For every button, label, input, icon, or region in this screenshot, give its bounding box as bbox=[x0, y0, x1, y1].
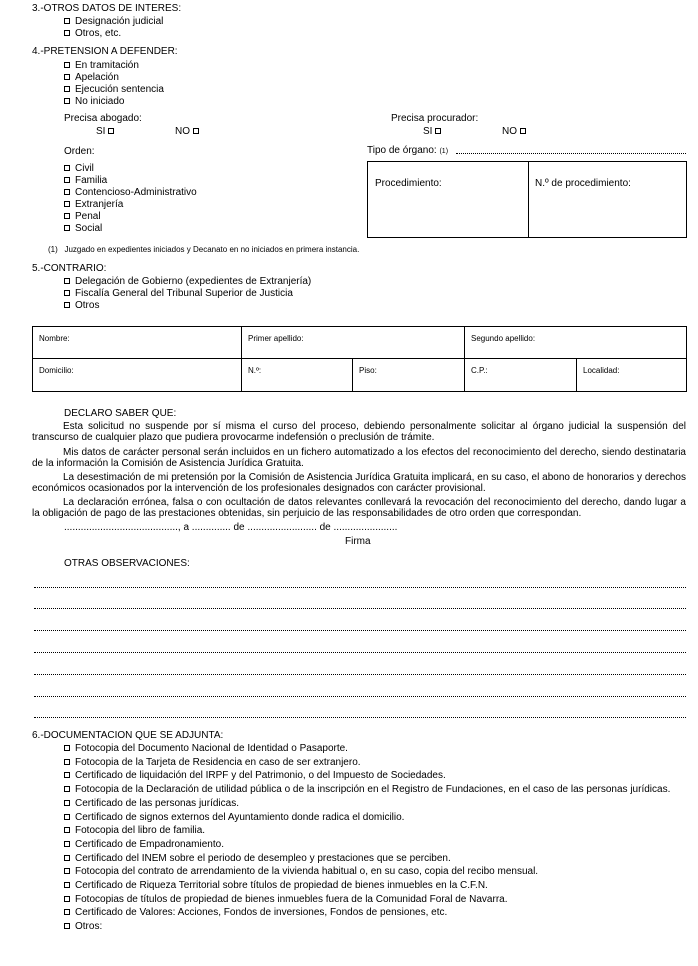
list-item[interactable]: Otros, etc. bbox=[64, 28, 163, 40]
segundo-apellido-field[interactable]: Segundo apellido: bbox=[471, 334, 536, 343]
checkbox[interactable] bbox=[64, 290, 70, 296]
observaciones-line[interactable] bbox=[34, 652, 686, 653]
procurador-label: Precisa procurador: bbox=[391, 113, 479, 124]
observaciones-line[interactable] bbox=[34, 587, 686, 588]
checkbox[interactable] bbox=[64, 201, 70, 207]
list-item[interactable]: Certificado de Empadronamiento. bbox=[64, 838, 670, 852]
checkbox[interactable] bbox=[64, 841, 70, 847]
declaro-paragraph-3: La desestimación de mi pretensión por la Comisión de Asistencia Jurídica Gratuita implicará, en su caso, el abono de honorarios y derechos económicos ocasionados por la intervención de los profesionales designados con carácter provisional. bbox=[32, 472, 686, 494]
checkbox[interactable] bbox=[193, 128, 199, 134]
list-item[interactable]: Otros: bbox=[64, 920, 670, 934]
observaciones-title: OTRAS OBSERVACIONES: bbox=[64, 558, 190, 569]
checkbox[interactable] bbox=[64, 855, 70, 861]
checkbox[interactable] bbox=[108, 128, 114, 134]
abogado-label: Precisa abogado: bbox=[64, 113, 142, 124]
list-item[interactable]: Certificado de signos externos del Ayuntamiento donde radica el domicilio. bbox=[64, 811, 670, 825]
list-item[interactable]: Certificado de liquidación del IRPF y del Patrimonio, o del Impuesto de Sociedades. bbox=[64, 769, 670, 783]
section-6-title: 6.-DOCUMENTACION QUE SE ADJUNTA: bbox=[32, 730, 224, 741]
numero-field[interactable]: N.º: bbox=[242, 359, 353, 391]
checkbox[interactable] bbox=[64, 18, 70, 24]
checkbox[interactable] bbox=[64, 868, 70, 874]
section-4-list bbox=[64, 60, 164, 108]
piso-field[interactable]: Piso: bbox=[353, 359, 465, 391]
list-item[interactable]: En tramitación bbox=[64, 60, 164, 72]
domicilio-field[interactable]: Domicilio: bbox=[33, 359, 242, 391]
list-item[interactable]: Fotocopia de la Tarjeta de Residencia en caso de ser extranjero. bbox=[64, 756, 670, 770]
observaciones-line[interactable] bbox=[34, 717, 686, 718]
list-item[interactable]: Social bbox=[64, 223, 197, 235]
list-item[interactable]: Delegación de Gobierno (expedientes de Extranjería) bbox=[64, 276, 311, 288]
abogado-si-option[interactable]: SI bbox=[96, 126, 119, 138]
checkbox[interactable] bbox=[64, 909, 70, 915]
checkbox[interactable] bbox=[64, 882, 70, 888]
checkbox[interactable] bbox=[64, 213, 70, 219]
cp-field[interactable]: C.P.: bbox=[465, 359, 577, 391]
checkbox[interactable] bbox=[64, 772, 70, 778]
list-item[interactable]: Penal bbox=[64, 211, 197, 223]
checkbox[interactable] bbox=[64, 177, 70, 183]
section-5-list bbox=[64, 276, 311, 312]
list-item[interactable]: Civil bbox=[64, 163, 197, 175]
checkbox[interactable] bbox=[64, 923, 70, 929]
checkbox[interactable] bbox=[435, 128, 441, 134]
checkbox[interactable] bbox=[64, 302, 70, 308]
section-3-list bbox=[64, 16, 163, 40]
primer-apellido-field[interactable]: Primer apellido: bbox=[242, 327, 465, 358]
list-item[interactable]: Apelación bbox=[64, 72, 164, 84]
list-item[interactable]: Designación judicial bbox=[64, 16, 163, 28]
tipo-organo-field[interactable] bbox=[456, 153, 686, 154]
tipo-organo-label: Tipo de órgano: (1) bbox=[367, 145, 449, 156]
checkbox[interactable] bbox=[64, 759, 70, 765]
section-3-title: 3.-OTROS DATOS DE INTERES: bbox=[32, 3, 182, 14]
list-item[interactable]: Ejecución sentencia bbox=[64, 84, 164, 96]
declaro-title: DECLARO SABER QUE: bbox=[64, 408, 177, 419]
checkbox[interactable] bbox=[520, 128, 526, 134]
declaro-paragraph-2: Mis datos de carácter personal serán incluidos en un fichero automatizado a los efectos del reconocimiento del derecho, siendo destinataria de la información la Comisión de Asistencia Jurídica Gratuita. bbox=[32, 447, 686, 469]
checkbox[interactable] bbox=[64, 225, 70, 231]
num-procedimiento-label: N.º de procedimiento: bbox=[535, 178, 631, 189]
localidad-field[interactable]: Localidad: bbox=[583, 366, 620, 375]
footnote: (1) Juzgado en expedientes iniciados y Decanato en no iniciados en primera instancia. bbox=[48, 245, 360, 254]
list-item[interactable]: Certificado de las personas jurídicas. bbox=[64, 797, 670, 811]
declaro-paragraph-4: La declaración errónea, falsa o con ocultación de datos relevantes conllevará la revocación del reconocimiento del derecho, dando lugar a la obligación de pago de las prestaciones obtenidas, sin perjuicio de las responsabilidades de otro orden que correspondan. bbox=[32, 497, 686, 519]
orden-label: Orden: bbox=[64, 146, 95, 157]
checkbox[interactable] bbox=[64, 165, 70, 171]
list-item[interactable]: Familia bbox=[64, 175, 197, 187]
procurador-si-option[interactable]: SI bbox=[423, 126, 446, 138]
checkbox[interactable] bbox=[64, 189, 70, 195]
list-item[interactable]: No iniciado bbox=[64, 96, 164, 108]
date-line[interactable]: ........................................., a .............. de ......................... de ....................... bbox=[64, 522, 398, 533]
checkbox[interactable] bbox=[64, 814, 70, 820]
abogado-no-option[interactable]: NO bbox=[175, 126, 204, 138]
checkbox[interactable] bbox=[64, 786, 70, 792]
firma-label: Firma bbox=[345, 536, 371, 547]
table-row bbox=[33, 359, 686, 391]
checkbox[interactable] bbox=[64, 98, 70, 104]
checkbox[interactable] bbox=[64, 86, 70, 92]
procedimiento-box bbox=[367, 161, 687, 238]
declaro-paragraph-1: Esta solicitud no suspende por sí misma el curso del proceso, debiendo personalmente solicitar al órgano judicial la suspensión del transcurso de cualquier plazo que pudiera provocarme indefensión o preclusión de trámite. bbox=[32, 421, 686, 443]
checkbox[interactable] bbox=[64, 800, 70, 806]
procurador-no-option[interactable]: NO bbox=[502, 126, 531, 138]
list-item[interactable]: Certificado del INEM sobre el periodo de desempleo y prestaciones que se perciben. bbox=[64, 852, 670, 866]
section-4-title: 4.-PRETENSION A DEFENDER: bbox=[32, 46, 178, 57]
list-item[interactable]: Fotocopias de títulos de propiedad de bienes inmuebles fuera de la Comunidad Foral de Navarra. bbox=[64, 893, 670, 907]
contrario-table bbox=[32, 326, 687, 392]
checkbox[interactable] bbox=[64, 896, 70, 902]
procedimiento-label: Procedimiento: bbox=[375, 178, 442, 189]
checkbox[interactable] bbox=[64, 827, 70, 833]
section-5-title: 5.-CONTRARIO: bbox=[32, 263, 107, 274]
list-item[interactable]: Certificado de Valores: Acciones, Fondos de inversiones, Fondos de pensiones, etc. bbox=[64, 906, 670, 920]
observaciones-line[interactable] bbox=[34, 674, 686, 675]
list-item[interactable]: Fotocopia del libro de familia. bbox=[64, 824, 670, 838]
checkbox[interactable] bbox=[64, 74, 70, 80]
section-6-list bbox=[64, 742, 670, 934]
observaciones-line[interactable] bbox=[34, 608, 686, 609]
checkbox[interactable] bbox=[64, 30, 70, 36]
list-item[interactable]: Fiscalía General del Tribunal Superior de Justicia bbox=[64, 288, 311, 300]
list-item[interactable]: Fotocopia del Documento Nacional de Identidad o Pasaporte. bbox=[64, 742, 670, 756]
list-item[interactable]: Fotocopia del contrato de arrendamiento de la vivienda habitual o, en su caso, copia del recibo mensual. bbox=[64, 865, 670, 879]
list-item[interactable]: Contencioso-Administrativo bbox=[64, 187, 197, 199]
list-item[interactable]: Certificado de Riqueza Territorial sobre títulos de propiedad de bienes inmuebles en la C.F.N. bbox=[64, 879, 670, 893]
observaciones-line[interactable] bbox=[34, 630, 686, 631]
list-item[interactable]: Fotocopia de la Declaración de utilidad pública o de la inscripción en el Registro de Fundaciones, en el caso de las personas jurídicas. bbox=[64, 783, 670, 797]
list-item[interactable]: Extranjería bbox=[64, 199, 197, 211]
orden-list bbox=[64, 163, 197, 235]
divider bbox=[528, 162, 529, 237]
checkbox[interactable] bbox=[64, 62, 70, 68]
checkbox[interactable] bbox=[64, 745, 70, 751]
table-row bbox=[33, 327, 686, 359]
checkbox[interactable] bbox=[64, 278, 70, 284]
observaciones-line[interactable] bbox=[34, 696, 686, 697]
list-item[interactable]: Otros bbox=[64, 300, 311, 312]
nombre-field[interactable]: Nombre: bbox=[33, 327, 242, 358]
